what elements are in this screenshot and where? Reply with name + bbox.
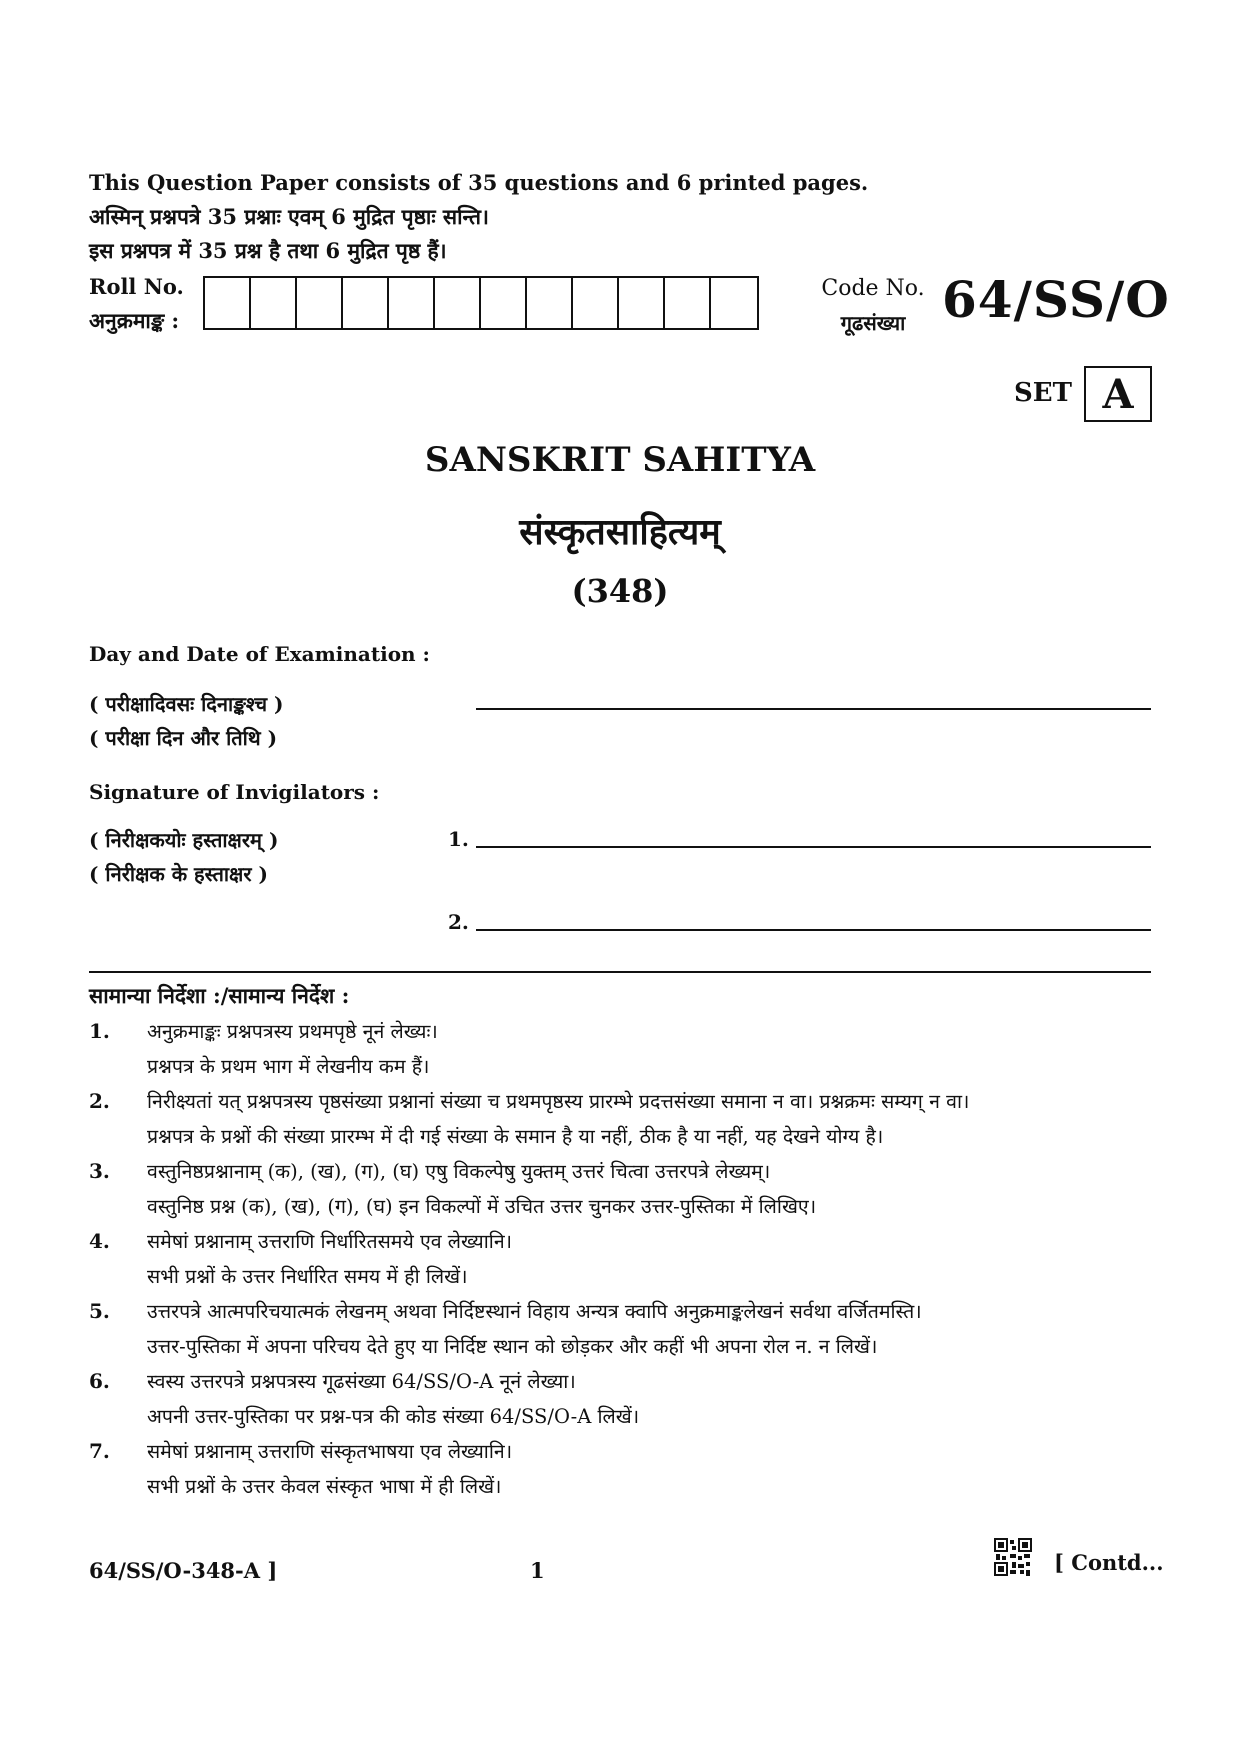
roll-number-label (89, 270, 184, 338)
date-fill-line[interactable] (476, 708, 1151, 710)
signature-1-number: 1. (448, 827, 469, 851)
roll-digit-box[interactable] (711, 278, 757, 328)
instruction-sanskrit: निरीक्ष्यतां यत् प्रश्नपत्रस्य पृष्ठसंख्या प्रश्नानां संख्या च प्रथमपृष्ठस्य प्रारम्भे प्रदत्तसंख्या समाना न वा। प्रश्नक्रमः सम्यग् न वा। (147, 1090, 970, 1113)
instructions-list (89, 1014, 1189, 1504)
subject-code: (348) (571, 572, 669, 610)
signature-2-line[interactable] (476, 929, 1151, 931)
code-label-english: Code No. (821, 276, 925, 301)
date-label-hindi: ( परीक्षा दिन और तिथि ) (89, 726, 278, 750)
instruction-item (89, 1224, 1189, 1294)
signature-label-sanskrit: ( निरीक्षकयोः हस्ताक्षरम् ) (89, 828, 279, 852)
paper-info-hindi: इस प्रश्नपत्र में 35 प्रश्न है तथा 6 मुद्रित पृष्ठ हैं। (89, 238, 447, 263)
signature-label-english: Signature of Invigilators : (89, 780, 380, 804)
set-label: SET (1014, 378, 1072, 408)
instruction-sanskrit: समेषां प्रश्नानाम् उत्तराणि संस्कृतभाषया एव लेख्यानि। (147, 1440, 513, 1463)
date-label-sanskrit: ( परीक्षादिवसः दिनाङ्कश्च ) (89, 692, 284, 716)
roll-label-english: Roll No. (89, 274, 184, 299)
code-number-label (814, 272, 932, 340)
instruction-hindi: वस्तुनिष्ठ प्रश्न (क), (ख), (ग), (घ) इन विकल्पों में उचित उत्तर चुनकर उत्तर-पुस्तिका में लिखिए। (147, 1195, 817, 1218)
instruction-sanskrit: स्वस्य उत्तरपत्रे प्रश्नपत्रस्य गूढसंख्या 64/SS/O-A नूनं लेख्या। (147, 1370, 576, 1393)
code-number: 64/SS/O (942, 270, 1170, 329)
roll-digit-box[interactable] (343, 278, 389, 328)
roll-digit-box[interactable] (297, 278, 343, 328)
instruction-hindi: सभी प्रश्नों के उत्तर केवल संस्कृत भाषा में ही लिखें। (147, 1475, 502, 1498)
instruction-hindi: प्रश्नपत्र के प्रश्नों की संख्या प्रारम्भ में दी गई संख्या के समान है या नहीं, ठीक है या नहीं, यह देखने योग्य है। (147, 1125, 884, 1148)
roll-digit-box[interactable] (389, 278, 435, 328)
instruction-sanskrit: अनुक्रमाङ्कः प्रश्नपत्रस्य प्रथमपृष्ठे नूनं लेख्यः। (147, 1020, 438, 1043)
instruction-item (89, 1434, 1189, 1504)
roll-digit-box[interactable] (205, 278, 251, 328)
roll-number-boxes[interactable] (203, 276, 759, 330)
instruction-item (89, 1014, 1189, 1084)
roll-digit-box[interactable] (435, 278, 481, 328)
roll-digit-box[interactable] (527, 278, 573, 328)
instruction-sanskrit: उत्तरपत्रे आत्मपरिचयात्मकं लेखनम् अथवा निर्दिष्टस्थानं विहाय अन्यत्र क्वापि अनुक्रमाङ्कलेखनं सर्वथा वर्जितमस्ति। (147, 1300, 922, 1323)
paper-info-sanskrit: अस्मिन् प्रश्नपत्रे 35 प्रश्नाः एवम् 6 मुद्रित पृष्ठाः सन्ति। (89, 204, 489, 229)
qr-code-icon (994, 1538, 1032, 1576)
page-number: 1 (530, 1558, 545, 1583)
roll-digit-box[interactable] (573, 278, 619, 328)
instruction-item (89, 1084, 1189, 1154)
roll-digit-box[interactable] (619, 278, 665, 328)
continued-label: [ Contd... (1054, 1550, 1164, 1575)
code-label-hindi: गूढसंख्या (840, 311, 906, 335)
instruction-sanskrit: समेषां प्रश्नानाम् उत्तराणि निर्धारितसमये एव लेख्यानि। (147, 1230, 513, 1253)
instruction-item (89, 1364, 1189, 1434)
section-divider (89, 971, 1151, 973)
roll-digit-box[interactable] (665, 278, 711, 328)
instruction-hindi: अपनी उत्तर-पुस्तिका पर प्रश्न-पत्र की कोड संख्या 64/SS/O-A लिखें। (147, 1405, 640, 1428)
instruction-item (89, 1294, 1189, 1364)
roll-label-hindi: अनुक्रमाङ्क : (89, 308, 180, 333)
instruction-number: 2. (89, 1089, 110, 1113)
instruction-hindi: प्रश्नपत्र के प्रथम भाग में लेखनीय कम हैं। (147, 1055, 430, 1078)
instruction-number: 4. (89, 1229, 110, 1253)
instructions-heading: सामान्या निर्देशा :/सामान्य निर्देश : (89, 983, 350, 1008)
instruction-hindi: उत्तर-पुस्तिका में अपना परिचय देते हुए या निर्दिष्ट स्थान को छोड़कर और कहीं भी अपना रोल न. न लिखें। (147, 1335, 878, 1358)
footer-paper-code: 64/SS/O-348-A ] (89, 1558, 278, 1583)
subject-title-english: SANSKRIT SAHITYA (424, 440, 816, 480)
instruction-number: 5. (89, 1299, 110, 1323)
date-label-english: Day and Date of Examination : (89, 642, 430, 666)
signature-1-line[interactable] (476, 846, 1151, 848)
roll-digit-box[interactable] (251, 278, 297, 328)
instruction-number: 1. (89, 1019, 110, 1043)
subject-title-sanskrit: संस्कृतसाहित्यम् (519, 511, 721, 553)
set-value-box: A (1084, 366, 1152, 422)
instruction-sanskrit: वस्तुनिष्ठप्रश्नानाम् (क), (ख), (ग), (घ) एषु विकल्पेषु युक्तम् उत्तरं चित्वा उत्तरपत्रे लेख्यम्। (147, 1160, 771, 1183)
instruction-number: 3. (89, 1159, 110, 1183)
signature-label-hindi: ( निरीक्षक के हस्ताक्षर ) (89, 862, 268, 886)
paper-info-english: This Question Paper consists of 35 questions and 6 printed pages. (89, 170, 869, 195)
instruction-number: 7. (89, 1439, 110, 1463)
instruction-number: 6. (89, 1369, 110, 1393)
instruction-hindi: सभी प्रश्नों के उत्तर निर्धारित समय में ही लिखें। (147, 1265, 468, 1288)
roll-digit-box[interactable] (481, 278, 527, 328)
instruction-item (89, 1154, 1189, 1224)
signature-2-number: 2. (448, 910, 469, 934)
